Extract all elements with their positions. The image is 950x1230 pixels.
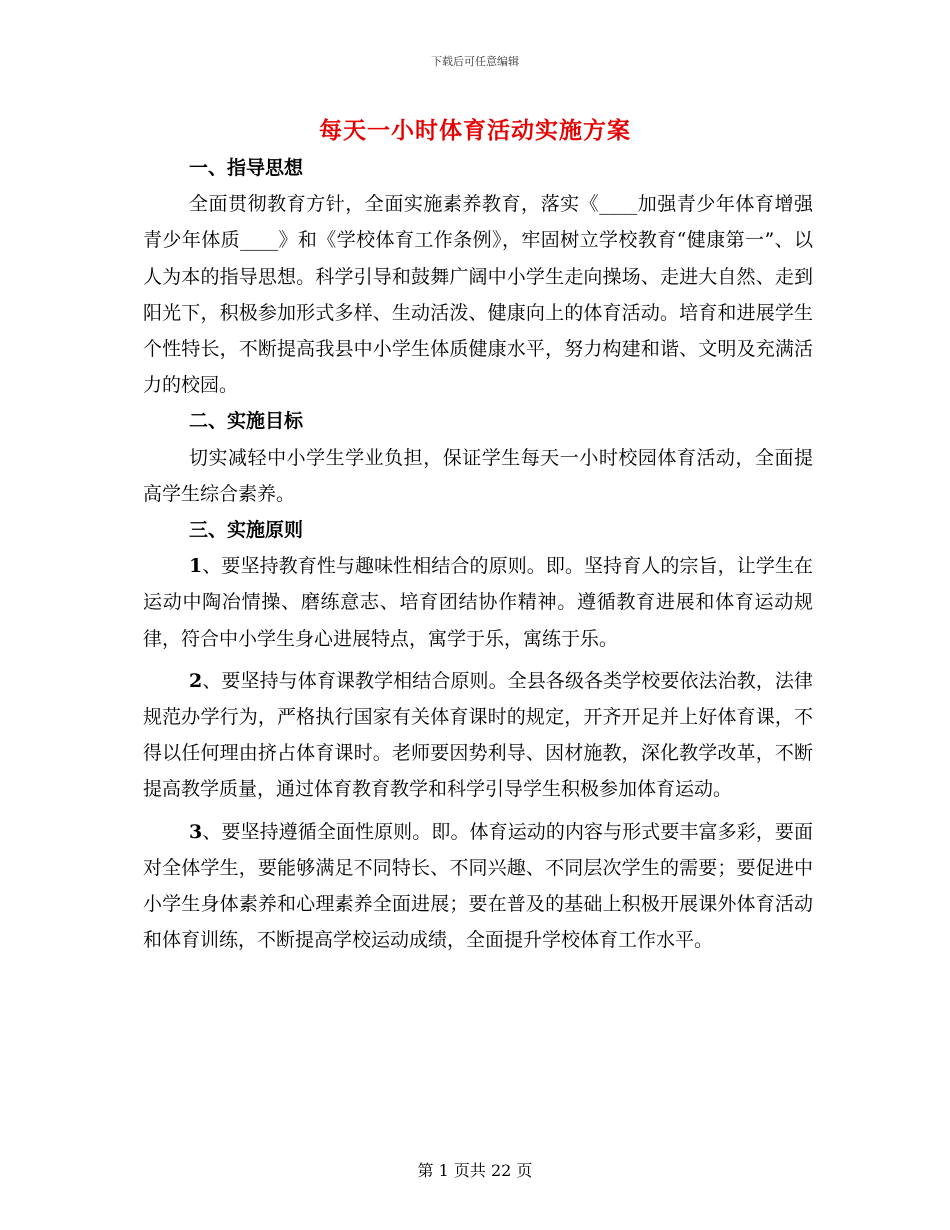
header-note: 下载后可任意编辑 bbox=[431, 55, 519, 68]
principle-number: 3 bbox=[189, 820, 203, 843]
section-heading-principles: 三、实施原则 bbox=[189, 519, 304, 542]
document-title: 每天一小时体育活动实施方案 bbox=[319, 117, 631, 144]
section-heading-guiding-thought: 一、指导思想 bbox=[189, 157, 304, 179]
principle-text: 、要坚持与体育课教学相结合原则。全县各级各类学校要依法治教，法律规范办学行为，严格执行国家有关体育课时的规定，开齐开足并上好体育课，不得以任何理由挤占体育课时。老师要因势利导、因材施教，深化教学改革，不断提高教学质量，通过体育教育教学和科学引导学生积极参加体育运动。 bbox=[143, 669, 813, 801]
section-heading-goals: 二、实施目标 bbox=[189, 410, 304, 433]
principle-number: 2 bbox=[189, 669, 203, 692]
principle-number: 1 bbox=[189, 555, 203, 578]
paragraph-guiding-thought: 全面贯彻教育方针，全面实施素养教育，落实《____加强青少年体育增强青少年体质____》和《学校体育工作条例》，牢固树立学校教育“健康第一”、以人为本的指导思想。科学引导和鼓舞广阔中小学生走向操场、走进大自然、走到阳光下，积极参加形式多样、生动活泼、健康向上的体育活动。培育和进展学生个性特长，不断提高我县中小学生体质健康水平，努力构建和谐、文明及充满活力的校园。 bbox=[143, 193, 813, 397]
document-body bbox=[143, 150, 813, 958]
paragraph-goals: 切实减轻中小学生学业负担，保证学生每天一小时校园体育活动，全面提高学生综合素养。 bbox=[143, 446, 813, 505]
principle-item-1 bbox=[143, 548, 813, 657]
principle-item-2 bbox=[143, 663, 813, 808]
principle-item-3 bbox=[143, 814, 813, 959]
principle-text: 、要坚持遵循全面性原则。即。体育运动的内容与形式要丰富多彩，要面对全体学生，要能够满足不同特长、不同兴趣、不同层次学生的需要；要促进中小学生身体素养和心理素养全面进展；要在普及的基础上积极开展课外体育活动和体育训练，不断提高学校运动成绩，全面提升学校体育工作水平。 bbox=[143, 820, 813, 952]
page-footer: 第 1 页共 22 页 bbox=[417, 1161, 533, 1180]
principle-text: 、要坚持教育性与趣味性相结合的原则。即。坚持育人的宗旨，让学生在运动中陶冶情操、磨练意志、培育团结协作精神。遵循教育进展和体育运动规律，符合中小学生身心进展特点，寓学于乐，寓练于乐。 bbox=[143, 555, 813, 650]
